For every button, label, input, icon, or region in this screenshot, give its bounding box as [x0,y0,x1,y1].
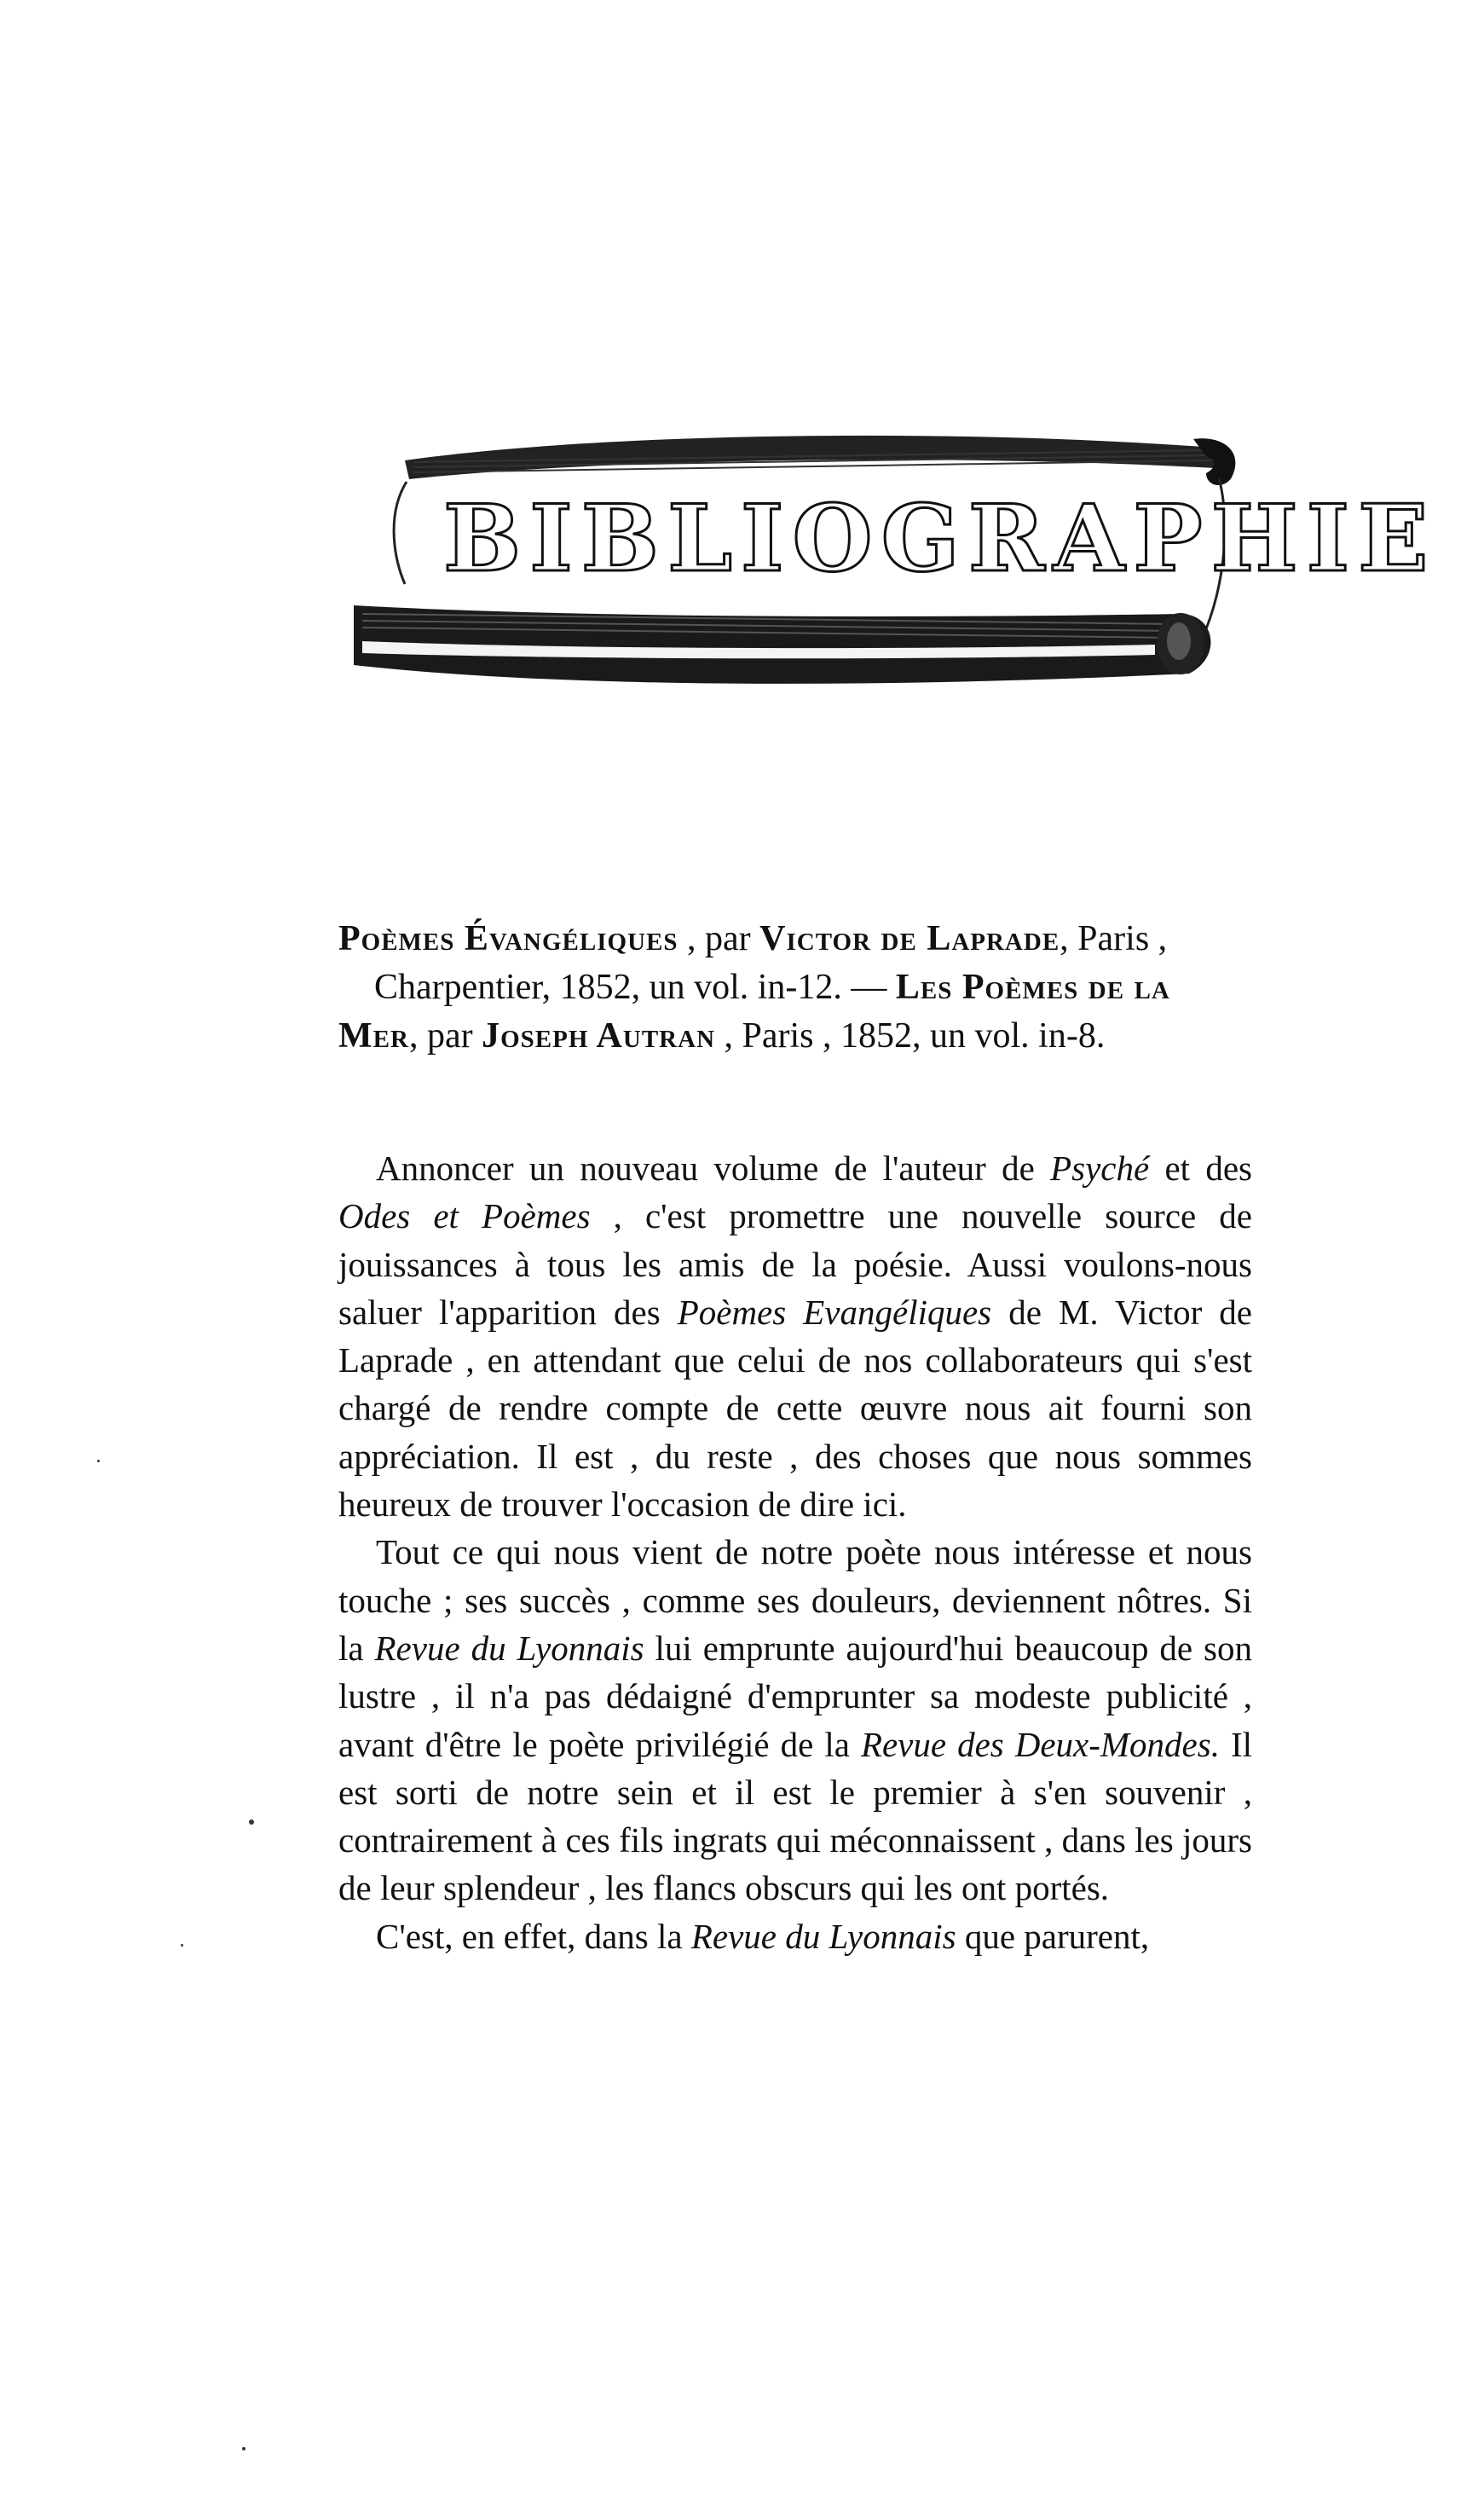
article-body [338,1144,1252,1960]
book-citation [338,915,1259,1061]
book-title-1: Poèmes Évangéliques [338,919,678,958]
citation-line-3 [338,1012,1259,1061]
citation-text: , Paris , 1852, un vol. in-8. [715,1016,1106,1056]
italic-title: Revue du Lyonnais [690,1916,956,1956]
text: Annoncer un nouveau volume de l'auteur de [376,1148,1051,1188]
paragraph-1 [338,1144,1252,1528]
text: Tout ce qui nous vient de notre poète nous intéresse et nous touche ; ses succès , comme ses douleurs, deviennent nôtres. Si la [338,1532,1252,1668]
italic-title: Revue des Deux-Mondes. [860,1724,1220,1764]
italic-title: Odes et Poèmes [338,1196,591,1236]
italic-title: Poèmes Evangéliques [677,1292,992,1332]
ink-speck [181,1944,183,1947]
citation-line-1 [338,915,1259,963]
text: , c'est promettre une nouvelle source de jouissances à tous les amis de la poésie. Aussi voulons-nous saluer l'apparition des [338,1196,1252,1332]
text: lui emprunte aujourd'hui beaucoup de son lustre , il n'a pas dédaigné d'emprunter sa modeste publicité , avant d'être le poète privilégié de la [338,1628,1253,1764]
book-title-2-end: Mer [338,1016,409,1056]
paragraph-2 [338,1528,1252,1912]
ink-speck [97,1460,100,1462]
citation-text: , Paris , [1060,919,1168,958]
bibliographie-banner [328,401,1437,759]
text: C'est, en effet, dans la [376,1916,691,1956]
citation-line-2 [338,963,1259,1012]
author-name-1: Victor de Laprade [759,919,1060,958]
citation-text: , par [408,1016,482,1056]
italic-title: Revue du Lyonnais [374,1628,644,1668]
citation-text: Charpentier, 1852, un vol. in-12. — [374,968,896,1007]
text: que parurent, [956,1916,1150,1956]
banner-title: BIBLIOGRAPHIE [443,485,1437,593]
citation-text: , par [678,919,760,958]
ink-speck [242,2447,245,2450]
author-name-2: Joseph Autran [482,1016,716,1056]
italic-title: Psyché [1050,1148,1150,1188]
text: et des [1149,1148,1252,1188]
text: Il est sorti de notre sein et il est le premier à s'en souvenir , contrairement à ces fils ingrats qui méconnaissent , dans les jours de leur splendeur , les flancs obscurs qui les ont portés. [338,1724,1253,1908]
paragraph-3 [338,1912,1252,1960]
ink-speck [249,1819,254,1825]
book-title-2: Les Poèmes de la [895,968,1170,1007]
text: de M. Victor de Laprade , en attendant que celui de nos collaborateurs qui s'est chargé de rendre compte de cette œuvre nous ait fourni son appréciation. Il est , du reste , des choses que nous sommes heureux de trouver l'occasion de dire ici. [338,1292,1252,1524]
